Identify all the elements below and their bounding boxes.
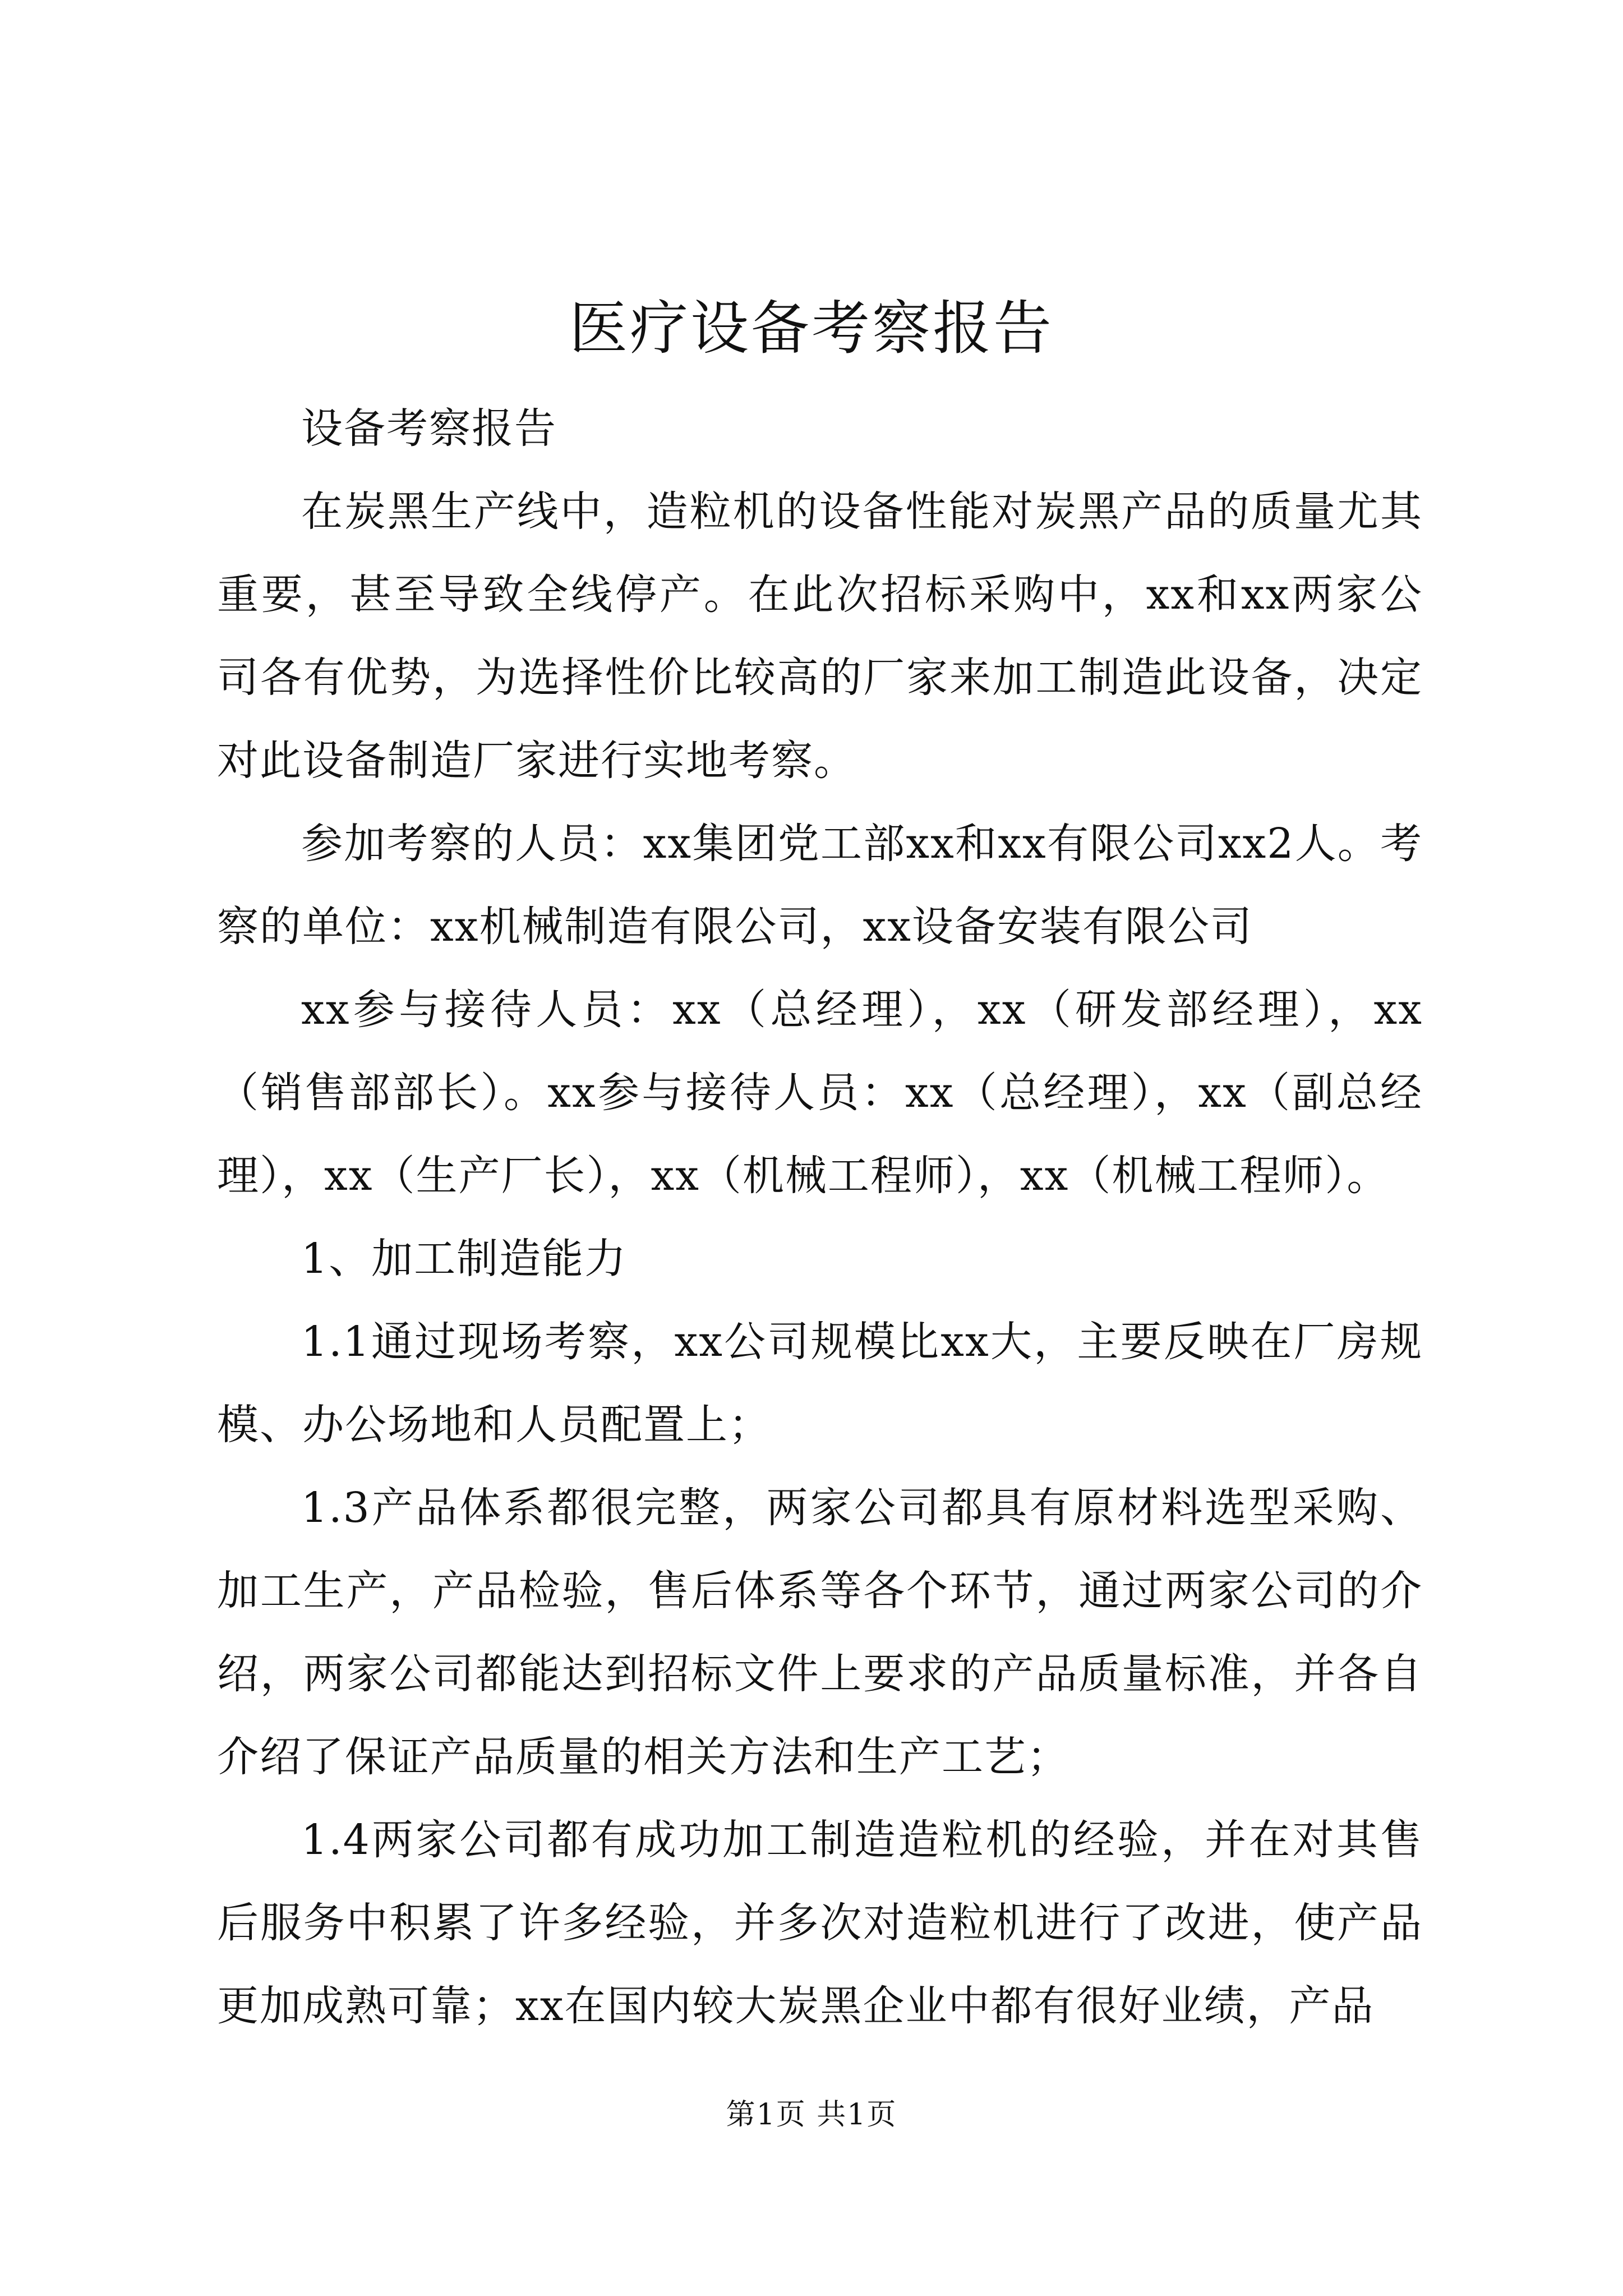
document-title: 医疗设备考察报告 [569, 294, 1054, 362]
paragraph-participants: 参加考察的人员：xx集团党工部xx和xx有限公司xx2人。考察的单位：xx机械制造有限公司，xx设备安装有限公司 [217, 820, 1423, 951]
paragraph-item-1-4: 1.4两家公司都有成功加工制造造粒机的经验，并在对其售后服务中积累了许多经验，并多次对造粒机进行了改进，使产品更加成熟可靠；xx在国内较大炭黑企业中都有很好业绩，产品 [217, 1816, 1423, 2030]
paragraph-item-1-1: 1.1通过现场考察，xx公司规模比xx大，主要反映在厂房规模、办公场地和人员配置上； [217, 1318, 1423, 1449]
paragraph-item-1-3: 1.3产品体系都很完整，两家公司都具有原材料选型采购、加工生产，产品检验，售后体系等各个环节，通过两家公司的介绍，两家公司都能达到招标文件上要求的产品质量标准，并各自介绍了保证产品质量的相关方法和生产工艺； [217, 1484, 1423, 1781]
section-heading-manufacturing: 1、加工制造能力 [301, 1235, 628, 1283]
paragraph-intro: 在炭黑生产线中，造粒机的设备性能对炭黑产品的质量尤其重要，甚至导致全线停产。在此次招标采购中，xx和xx两家公司各有优势，为选择性价比较高的厂家来加工制造此设备，决定对此设备制造厂家进行实地考察。 [217, 487, 1423, 785]
document-body [217, 387, 1423, 2047]
paragraph-reception: xx参与接待人员：xx（总经理），xx（研发部经理），xx（销售部部长）。xx参与接待人员：xx（总经理），xx（副总经理），xx（生产厂长），xx（机械工程师），xx（机械工程师）。 [217, 986, 1423, 1200]
paragraph-subtitle: 设备考察报告 [301, 404, 557, 453]
page-footer: 第1页 共1页 [726, 2098, 897, 2132]
